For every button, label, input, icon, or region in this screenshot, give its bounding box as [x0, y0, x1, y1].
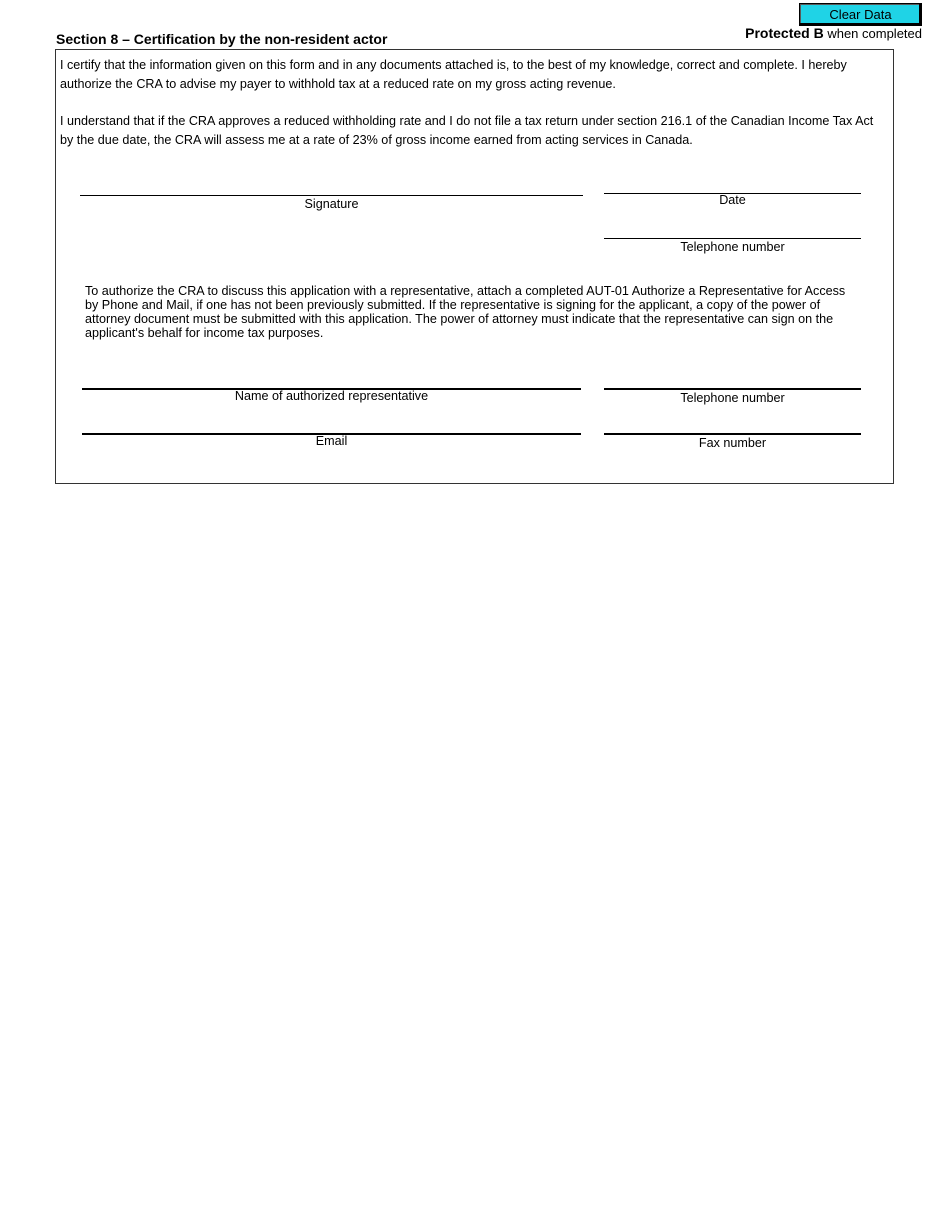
section-title: Section 8 – Certification by the non-resident actor: [56, 31, 388, 47]
rep-telephone-field[interactable]: [604, 388, 861, 390]
tax-return-paragraph: I understand that if the CRA approves a reduced withholding rate and I do not file a tax return under section 216.1 of the Canadian Income Tax Act by the due date, the CRA will assess me at a rate of 23% of gross income earned from acting services in Canada.: [60, 114, 874, 147]
protected-label: Protected B: [745, 25, 824, 41]
certification-paragraph: I certify that the information given on this form and in any documents attached is, to the best of my knowledge, correct and complete. I hereby authorize the CRA to advise my payer to withhold tax at a reduced rate on my gross acting revenue.: [60, 58, 847, 91]
telephone-field[interactable]: [604, 238, 861, 239]
protected-suffix: when completed: [823, 26, 922, 41]
email-label: Email: [315, 434, 348, 448]
rep-telephone-label: Telephone number: [680, 391, 785, 405]
date-label: Date: [719, 193, 746, 207]
representative-paragraph: To authorize the CRA to discuss this application with a representative, attach a completed AUT-01 Authorize a Representative for Access by Phone and Mail, if one has not been previously submitted. If the representative is signing for the applicant, a copy of the power of attorney document must be submitted with this application. The power of attorney must indicate that the representative can sign on the applicant's behalf for income tax purposes.: [85, 284, 846, 340]
fax-label: Fax number: [698, 436, 767, 450]
protected-status: [745, 25, 922, 41]
telephone-label: Telephone number: [680, 240, 785, 254]
fax-field[interactable]: [604, 433, 861, 435]
signature-field[interactable]: [80, 195, 583, 196]
signature-label: Signature: [304, 197, 359, 211]
clear-data-button[interactable]: Clear Data: [799, 3, 922, 26]
rep-name-label: Name of authorized representative: [234, 389, 429, 403]
